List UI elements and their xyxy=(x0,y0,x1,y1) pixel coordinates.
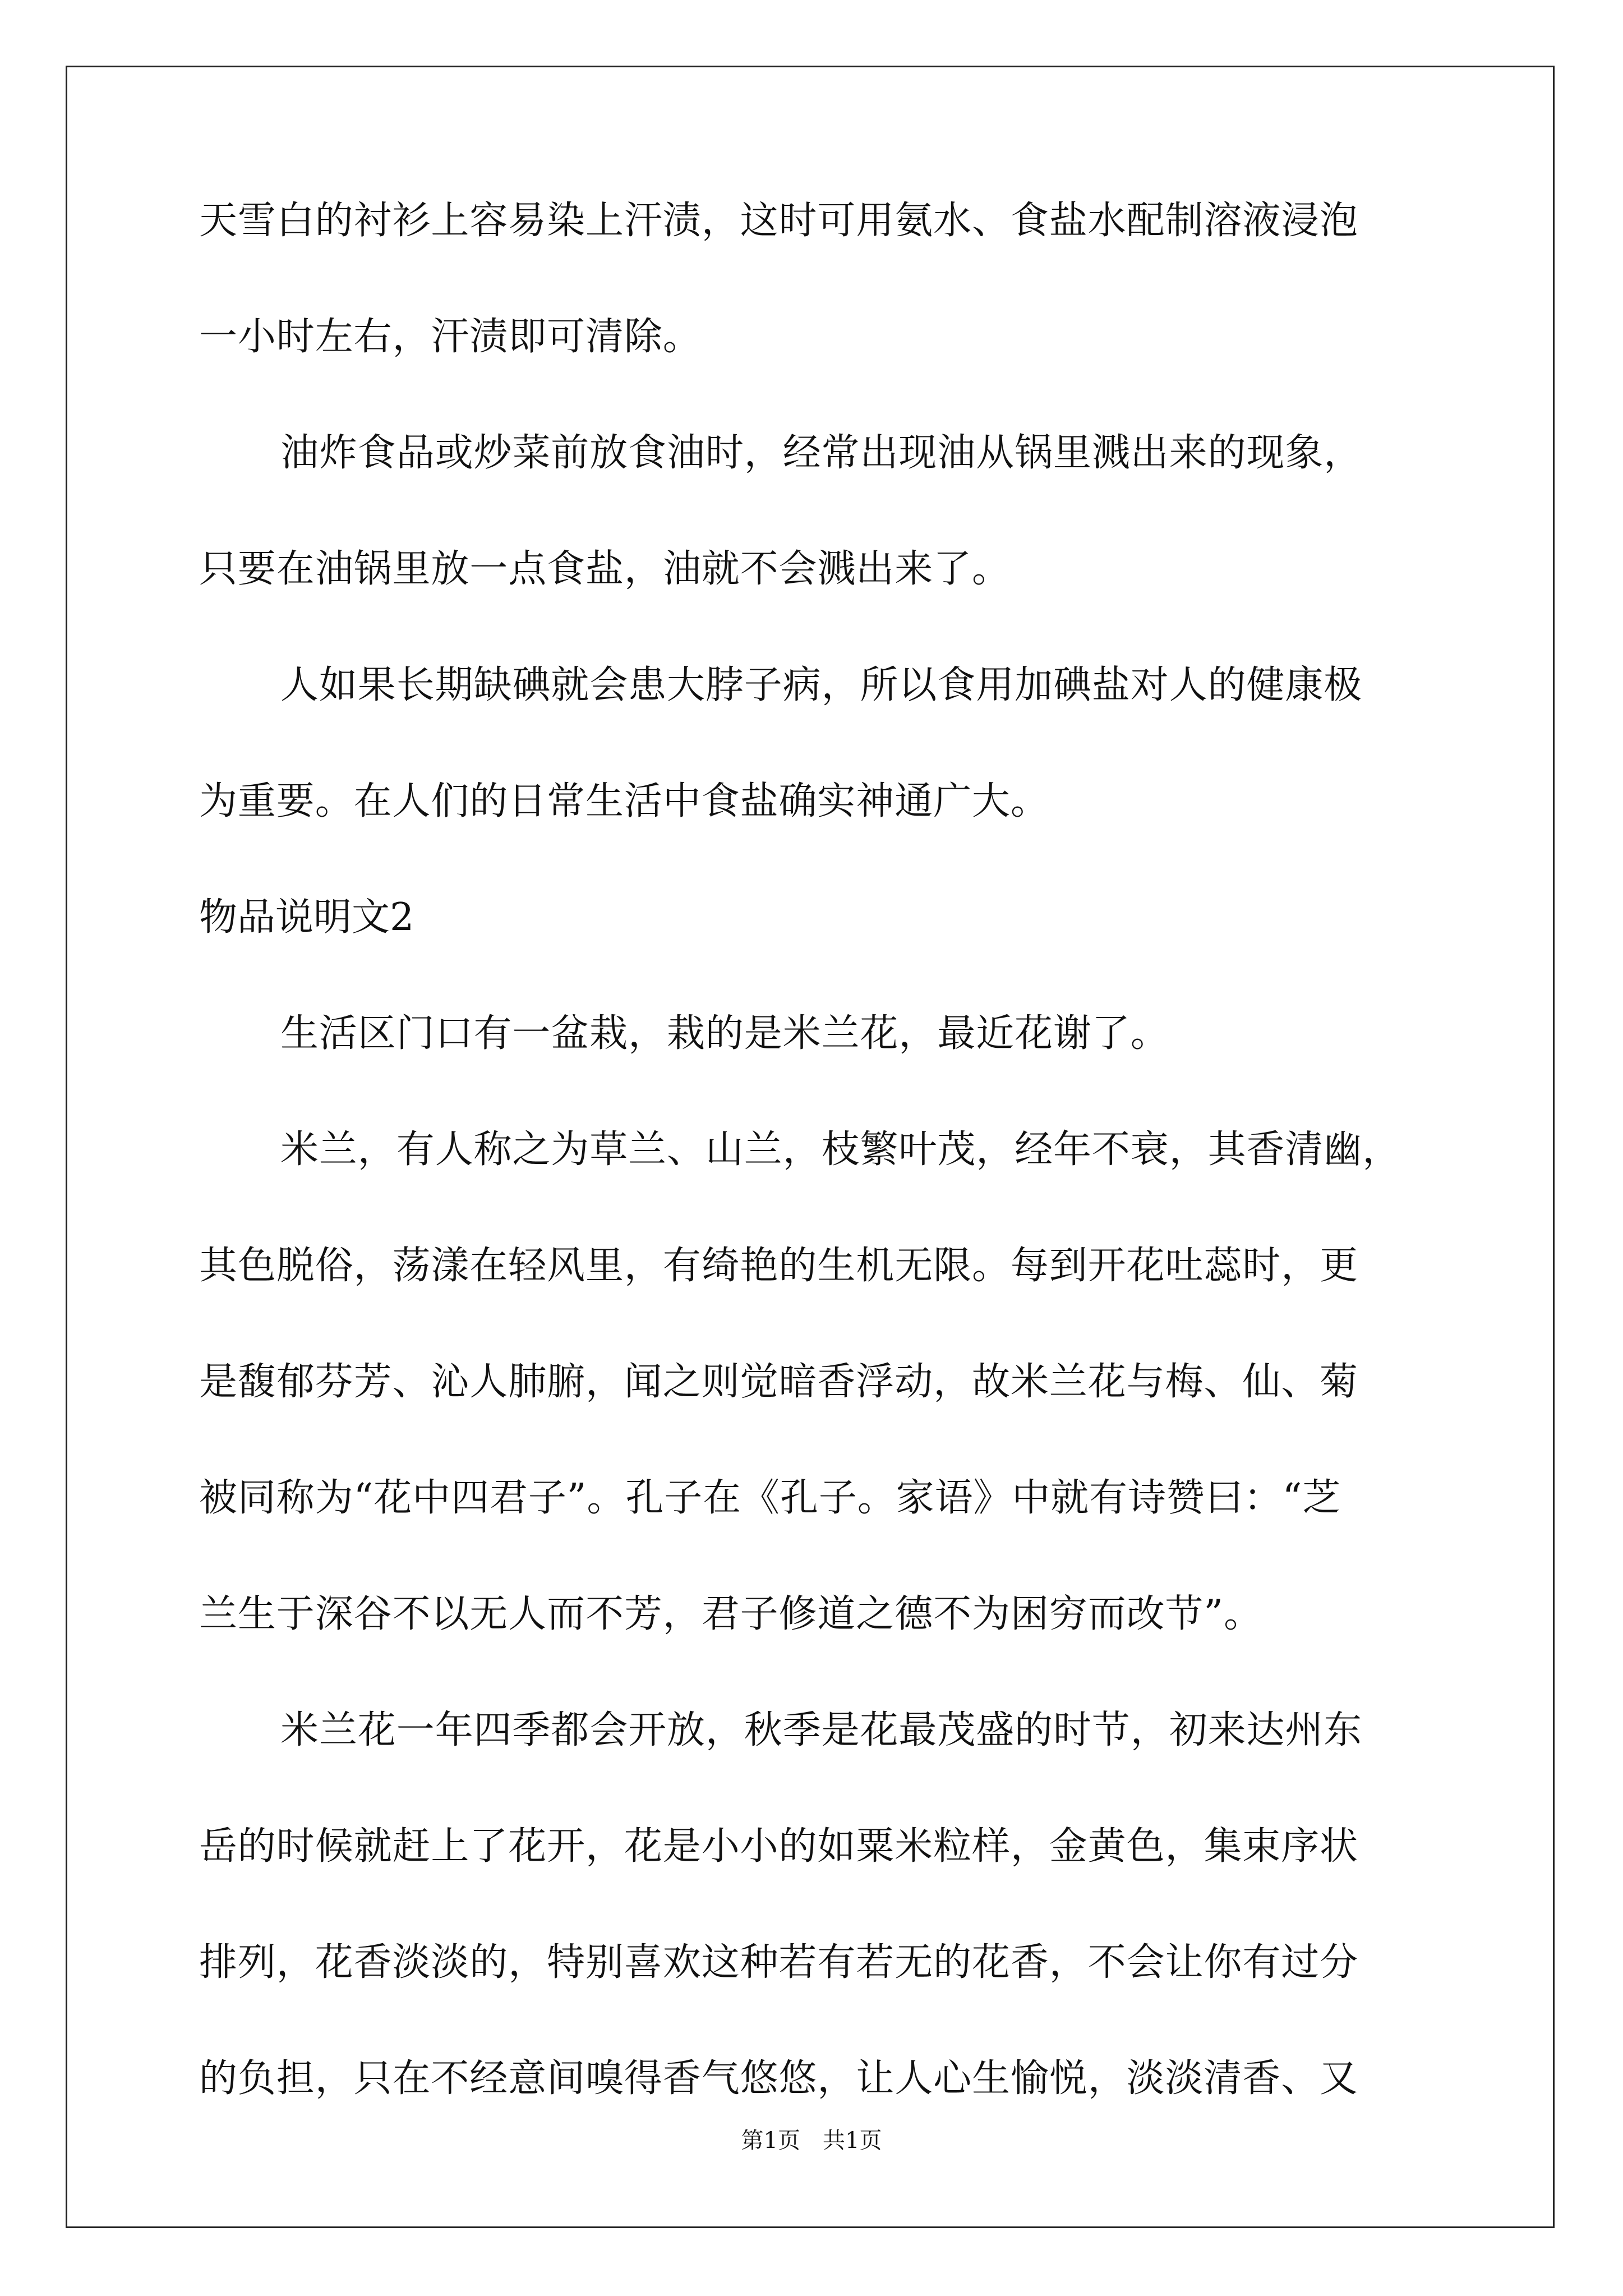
text-line: 人如果长期缺碘就会患大脖子病，所以食用加碘盐对人的健康极 xyxy=(280,663,1363,707)
text-line: 排列，花香淡淡的，特别喜欢这种若有若无的花香，不会让你有过分 xyxy=(199,1940,1359,1985)
text-line: 生活区门口有一盆栽，栽的是米兰花，最近花谢了。 xyxy=(280,1011,1169,1056)
text-line: 的负担，只在不经意间嗅得香气悠悠，让人心生愉悦，淡淡清香、又 xyxy=(199,2056,1359,2101)
text-line: 兰生于深谷不以无人而不芳，君子修道之德不为困穷而改节”。 xyxy=(199,1592,1262,1636)
document-body xyxy=(199,199,1433,2176)
text-line: 岳的时候就赶上了花开，花是小小的如粟米粒样，金黄色，集束序状 xyxy=(199,1824,1359,1869)
text-line: 天雪白的衬衫上容易染上汗渍，这时可用氨水、食盐水配制溶液浸泡 xyxy=(199,199,1359,243)
paragraph-block-2 xyxy=(199,1011,1433,2101)
text-line: 是馥郁芬芳、沁人肺腑，闻之则觉暗香浮动，故米兰花与梅、仙、菊 xyxy=(199,1360,1359,1404)
text-line: 油炸食品或炒菜前放食油时，经常出现油从锅里溅出来的现象， xyxy=(280,431,1363,475)
text-line: 米兰花一年四季都会开放，秋季是花最茂盛的时节，初来达州东 xyxy=(280,1708,1363,1752)
text-line: 一小时左右，汗渍即可清除。 xyxy=(199,315,702,359)
text-line: 其色脱俗，荡漾在轻风里，有绮艳的生机无限。每到开花吐蕊时，更 xyxy=(199,1244,1359,1288)
text-line: 米兰，有人称之为草兰、山兰，枝繁叶茂，经年不衰，其香清幽， xyxy=(280,1128,1401,1172)
text-line: 被同称为“花中四君子”。孔子在《孔子。家语》中就有诗赞曰：“芝 xyxy=(199,1476,1341,1520)
page-footer: 第1页 共1页 xyxy=(741,2128,882,2154)
section-heading: 物品说明文2 xyxy=(199,895,414,940)
paragraph-block-1 xyxy=(199,199,1433,823)
text-line: 为重要。在人们的日常生活中食盐确实神通广大。 xyxy=(199,779,1049,823)
text-line: 只要在油锅里放一点食盐，油就不会溅出来了。 xyxy=(199,547,1011,591)
